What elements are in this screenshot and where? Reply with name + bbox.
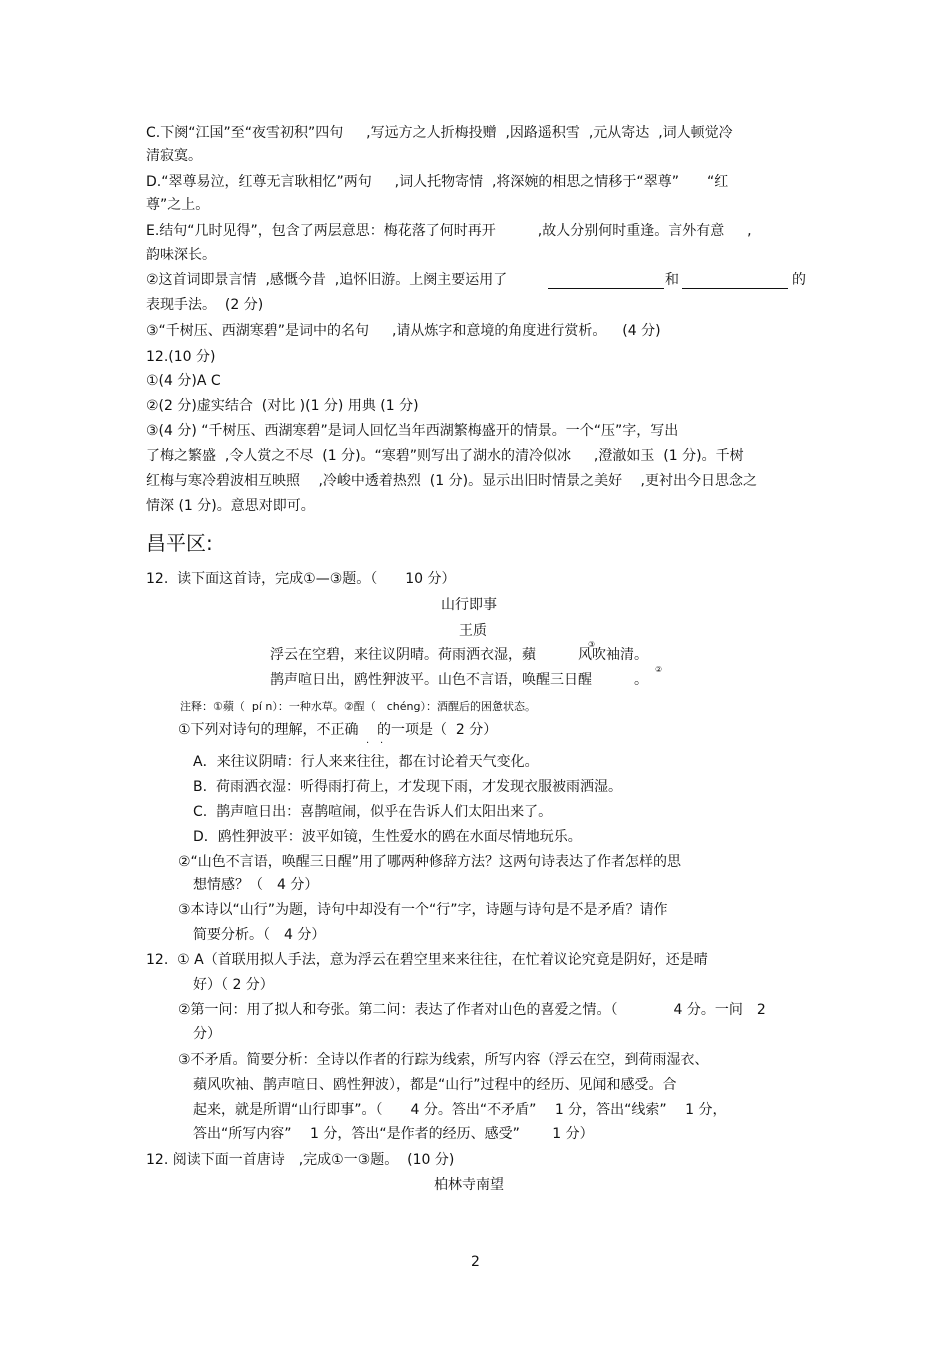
answer-a-1: ①(4 分)A C — [146, 373, 221, 389]
emphasis-dot: · — [380, 738, 384, 749]
poem-q2-line1: ②“山色不言语，唤醒三日醒”用了哪两种修辞方法？这两句诗表达了作者怎样的思 — [178, 854, 682, 870]
poem-author: 王质 — [459, 623, 487, 639]
option-e-line1: E.结句“几时见得”，包含了两层意思：梅花落了何时再开 ,故人分别何时重逢。言外有意 , — [146, 223, 752, 239]
poem-note: 注释：①蘋（ pí n）：一种水草。②酲（ chéng）：酒醒后的困惫状态。 — [180, 700, 536, 713]
answer-blank-1 — [548, 288, 664, 290]
poem-option-c: C. 鹊声喧日出：喜鹊喧闹，似乎在告诉人们太阳出来了。 — [193, 804, 553, 820]
option-d-line2: 尊”之上。 — [146, 197, 210, 213]
answer-a-3-line4: 情深 (1 分)。意思对即可。 — [146, 498, 315, 514]
footnote-mark-2: ② — [655, 665, 663, 674]
poem-q2-line2: 想情感？（ 4 分） — [193, 877, 319, 893]
next-question: 12. 阅读下面一首唐诗 ,完成①一③题。 (10 分) — [146, 1152, 455, 1168]
page-number: 2 — [471, 1254, 480, 1270]
poem-option-b: B. 荷雨洒衣湿：听得雨打荷上，才发现下雨，才发现衣服被雨洒湿。 — [193, 779, 622, 795]
question-2-line2: 表现手法。 (2 分) — [146, 297, 264, 313]
option-c-line1: C.下阕“江国”至“夜雪初积”四句 ,写远方之人折梅投赠 ,因路遥积雪 ,元从寄达 ,词人顿觉冷 — [146, 125, 733, 141]
poem-question: 12. 读下面这首诗，完成①—③题。（ 10 分） — [146, 571, 456, 587]
question-3: ③“千树压、西湖寒碧”是词中的名句 ,请从炼字和意境的角度进行赏析。 (4 分) — [146, 323, 661, 339]
poem-option-d: D．鸥性狎波平：波平如镜，生性爱水的鸥在水面尽情地玩乐。 — [193, 829, 582, 845]
footnote-mark-3: ③ — [588, 640, 596, 649]
answer-b-2-line1: ②第一问：用了拟人和夸张。第二问：表达了作者对山色的喜爱之情。（ 4 分。一问 2 — [178, 1002, 766, 1018]
answer-a-3-line3: 红梅与寒冷碧波相互映照 ,冷峻中透着热烈 (1 分)。显示出旧时情景之美好 ,更衬出今日思念之 — [146, 473, 757, 489]
question-2-de: 的 — [792, 272, 806, 288]
question-2-and: 和 — [665, 272, 679, 288]
answer-b-3-line4: 答出“所写内容” 1 分，答出“是作者的经历、感受” 1 分） — [193, 1126, 594, 1142]
option-e-line2: 韵味深长。 — [146, 247, 216, 263]
poem-q3-line2: 简要分析。（ 4 分） — [193, 927, 326, 943]
next-poem-title: 柏林寺南望 — [434, 1177, 504, 1193]
answer-b-1-line2: 好）（ 2 分） — [193, 977, 274, 993]
question-2-line1: ②这首词即景言情 ,感慨今昔 ,追怀旧游。上阕主要运用了 — [146, 272, 508, 288]
answer-a-2: ②(2 分)虚实结合 (对比 )(1 分) 用典 (1 分) — [146, 398, 419, 414]
poem-option-a: A．来往议阴晴：行人来来往往，都在讨论着天气变化。 — [193, 754, 539, 770]
poem-q3-line1: ③本诗以“山行”为题，诗句中却没有一个“行”字，诗题与诗句是不是矛盾？请作 — [178, 902, 668, 918]
poem-title: 山行即事 — [441, 597, 497, 613]
answer-b-1-line1: 12. ① A（首联用拟人手法，意为浮云在碧空里来来往往，在忙着议论究竟是阴好，还是晴 — [146, 952, 708, 968]
answer-b-2-line2: 分） — [193, 1026, 221, 1042]
poem-line-1: 浮云在空碧，来往议阴晴。荷雨洒衣湿，蘋 风吹袖清。 — [270, 647, 648, 663]
answer-a-3-line2: 了梅之繁盛 ,令人赏之不尽 (1 分)。“寒碧”则写出了湖水的清冷似冰 ,澄澈如玉 (1 分)。千树 — [146, 448, 744, 464]
option-d-line1: D.“翠尊易泣，红尊无言耿相忆”两句 ,词人托物寄情 ,将深婉的相思之情移于“翠尊” “红 — [146, 174, 729, 190]
section-heading: 昌平区: — [146, 531, 213, 555]
answer-b-3-line1: ③不矛盾。简要分析：全诗以作者的行踪为线索，所写内容（浮云在空，到荷雨湿衣、 — [178, 1052, 709, 1068]
answer-b-3-line3: 起来，就是所谓“山行即事”。（ 4 分。答出“不矛盾” 1 分，答出“线索” 1 分， — [193, 1102, 727, 1118]
answer-b-3-line2: 蘋风吹袖、鹊声喧日、鸥性狎波），都是“山行”过程中的经历、见闻和感受。合 — [193, 1077, 677, 1093]
poem-line-2: 鹊声喧日出，鸥性狎波平。山色不言语，唤醒三日醒 。 — [270, 672, 648, 688]
answer-a-3-line1: ③(4 分) “千树压、西湖寒碧”是词人回忆当年西湖繁梅盛开的情景。一个“压”字，写出 — [146, 423, 679, 439]
option-c-line2: 清寂寞。 — [146, 148, 202, 164]
poem-q1: ①下列对诗句的理解，不正确 的一项是（ 2 分） — [178, 722, 498, 738]
answer-a-heading: 12.(10 分) — [146, 349, 216, 365]
answer-blank-2 — [682, 288, 788, 290]
emphasis-dot: · — [366, 738, 370, 749]
